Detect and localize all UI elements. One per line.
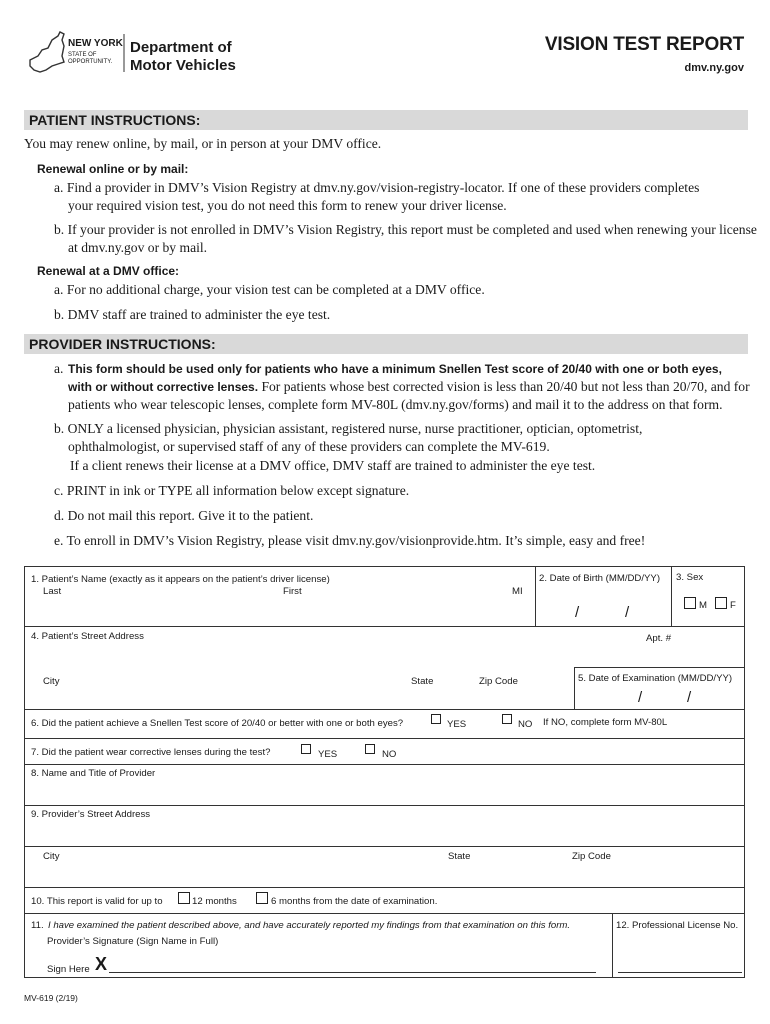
sign-here-label: Sign Here (47, 964, 90, 975)
snellen-yes-label: YES (447, 719, 467, 730)
office-item-a: a. For no additional charge, your vision test can be completed at a DMV office. (54, 282, 485, 297)
online-item-b-line2: at dmv.ny.gov or by mail. (68, 240, 208, 255)
provider-state-label: State (448, 851, 471, 862)
license-no-line[interactable] (618, 972, 742, 973)
logo-state-text: NEW YORK (68, 38, 123, 49)
attestation-text: I have examined the patient described above, and have accurately reported my findings from that examination on this form. (48, 920, 571, 931)
provider-item-b-line3: If a client renews their license at a DMV office, DMV staff are trained to administer the eye test. (70, 458, 596, 473)
snellen-question-label: 6. Did the patient achieve a Snellen Test score of 20/40 or better with one or both eyes? (31, 718, 404, 729)
lenses-yes-checkbox[interactable] (301, 744, 311, 754)
online-item-a-line1: a. Find a provider in DMV’s Vision Registry at dmv.ny.gov/vision-registry-locator. If one of these providers completes (54, 180, 700, 195)
dob-slash-1: / (575, 604, 580, 621)
provider-zip-label: Zip Code (572, 851, 611, 862)
logo-tagline-2: OPPORTUNITY. (68, 59, 113, 65)
validity-12-months-checkbox[interactable] (178, 892, 190, 904)
provider-address-label: 9. Provider’s Street Address (31, 809, 151, 820)
renewal-office-heading: Renewal at a DMV office: (37, 264, 180, 278)
sex-m-label: M (699, 600, 707, 611)
exam-slash-1: / (638, 689, 643, 706)
last-name-label: Last (43, 586, 62, 597)
lenses-no-label: NO (382, 749, 397, 760)
street-address-label: 4. Patient’s Street Address (31, 631, 144, 642)
dob-slash-2: / (625, 604, 630, 621)
mi-label: MI (512, 586, 523, 597)
patient-zip-label: Zip Code (479, 676, 518, 687)
provider-item-a-prefix: a. (54, 361, 64, 376)
attestation-number: 11. (31, 920, 44, 931)
snellen-no-checkbox[interactable] (502, 714, 512, 724)
renewal-online-heading: Renewal online or by mail: (37, 162, 189, 176)
provider-item-a-rest-2: For patients whose best corrected vision is less than 20/40 but not less than 20/70, and for (258, 379, 750, 394)
signature-label: Provider’s Signature (Sign Name in Full) (47, 936, 219, 947)
sex-f-label: F (730, 600, 736, 611)
patient-instructions-heading: PATIENT INSTRUCTIONS: (24, 110, 748, 130)
online-item-a-line2: your required vision test, you do not need this form to renew your driver license. (68, 198, 507, 213)
corrective-lenses-label: 7. Did the patient wear corrective lenses during the test? (31, 747, 271, 758)
patient-city-label: City (43, 676, 60, 687)
provider-item-a-line2 (68, 378, 750, 396)
nys-dmv-logo (28, 30, 248, 82)
patient-state-label: State (411, 676, 434, 687)
snellen-no-label: NO (518, 719, 533, 730)
patient-name-label: 1. Patient’s Name (exactly as it appears on the patient’s driver license) (31, 574, 330, 585)
first-name-label: First (283, 586, 302, 597)
sex-f-checkbox[interactable] (715, 597, 727, 609)
provider-item-b-line2: ophthalmologist, or supervised staff of any of these providers can complete the MV-619. (68, 439, 550, 454)
provider-item-a-bold-1: This form should be used only for patients who have a minimum Snellen Test score of 20/40 with one or both eyes, (68, 362, 722, 376)
patient-intro: You may renew online, by mail, or in person at your DMV office. (24, 136, 382, 151)
office-item-b: b. DMV staff are trained to administer the eye test. (54, 307, 331, 322)
license-no-label: 12. Professional License No. (616, 920, 739, 931)
provider-item-d: d. Do not mail this report. Give it to the patient. (54, 508, 314, 523)
exam-slash-2: / (687, 689, 692, 706)
provider-item-b-line1: b. ONLY a licensed physician, physician assistant, registered nurse, nurse practitioner, optician, optometrist, (54, 421, 643, 436)
validity-12-months-label: 12 months (192, 896, 237, 907)
signature-line[interactable] (109, 972, 596, 973)
dmv-url[interactable]: dmv.ny.gov (684, 62, 744, 74)
logo-tagline-1: STATE OF (68, 52, 97, 58)
validity-6-months-label: 6 months from the date of examination. (271, 896, 438, 907)
provider-item-c: c. PRINT in ink or TYPE all information below except signature. (54, 483, 410, 498)
logo-dept-2: Motor Vehicles (130, 57, 236, 74)
provider-item-a-line3: patients who wear telescopic lenses, complete form MV-80L (dmv.ny.gov/forms) and mail it to the address on that form. (68, 397, 723, 412)
lenses-no-checkbox[interactable] (365, 744, 375, 754)
snellen-no-note: If NO, complete form MV-80L (543, 717, 668, 728)
provider-name-label: 8. Name and Title of Provider (31, 768, 156, 779)
snellen-yes-checkbox[interactable] (431, 714, 441, 724)
provider-item-a-bold-2: with or without corrective lenses. (68, 380, 259, 394)
online-item-b-line1: b. If your provider is not enrolled in DMV’s Vision Registry, this report must be completed and used when renewing your license (54, 222, 757, 237)
apt-label: Apt. # (646, 633, 672, 644)
logo-dept-1: Department of (130, 39, 232, 56)
validity-6-months-checkbox[interactable] (256, 892, 268, 904)
report-title: VISION TEST REPORT (544, 34, 744, 55)
sign-x-mark: X (95, 954, 108, 974)
provider-instructions-heading: PROVIDER INSTRUCTIONS: (24, 334, 748, 354)
sex-m-checkbox[interactable] (684, 597, 696, 609)
new-york-state-outline-icon (30, 32, 64, 72)
provider-city-label: City (43, 851, 60, 862)
exam-date-label: 5. Date of Examination (MM/DD/YY) (578, 673, 733, 684)
dob-label: 2. Date of Birth (MM/DD/YY) (539, 573, 661, 584)
vision-test-form (24, 566, 745, 978)
provider-item-e: e. To enroll in DMV’s Vision Registry, please visit dmv.ny.gov/visionprovide.htm. It’s simple, easy and free! (54, 533, 646, 548)
sex-label: 3. Sex (676, 572, 704, 583)
validity-label: 10. This report is valid for up to (31, 896, 163, 907)
lenses-yes-label: YES (318, 749, 338, 760)
form-number: MV-619 (2/19) (24, 993, 78, 1003)
